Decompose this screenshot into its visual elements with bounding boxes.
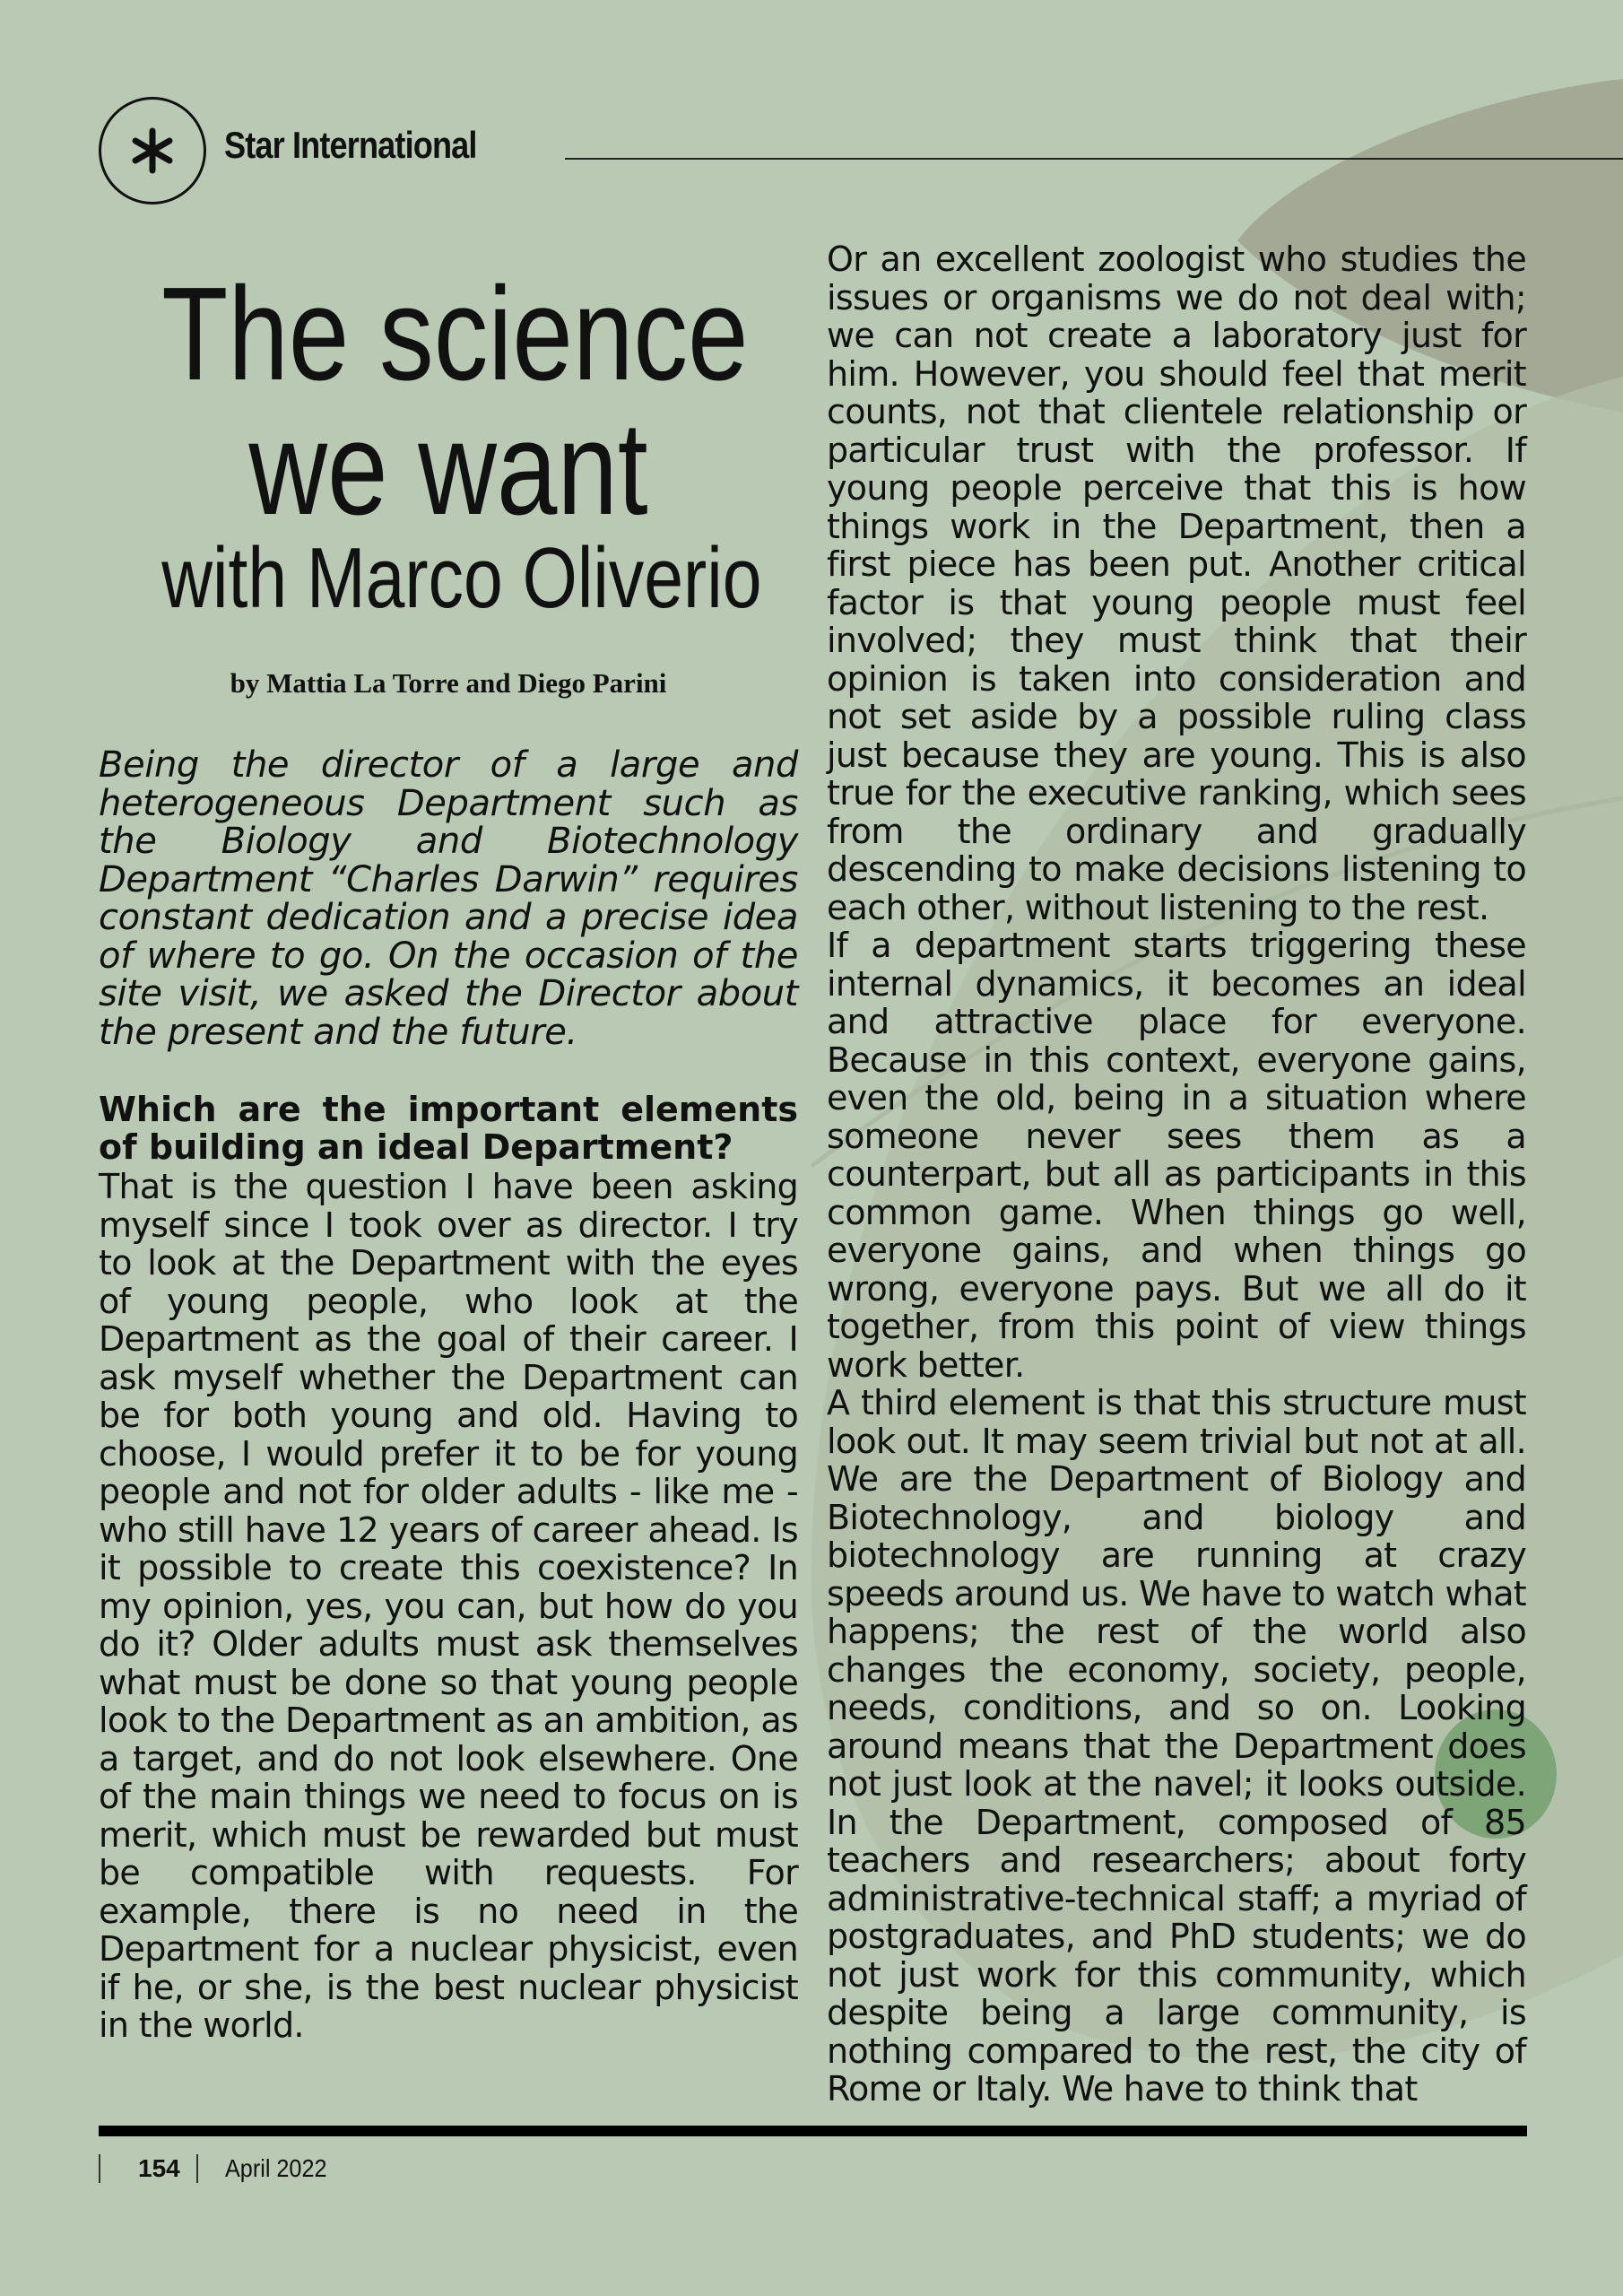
asterisk-logo-icon <box>99 97 206 204</box>
title-subtitle: with Marco Oliverio <box>161 530 762 626</box>
footer-separator <box>196 2154 198 2183</box>
footer-rule <box>99 2126 1527 2136</box>
lead-paragraph: Being the director of a large and heterogeneous Department such as the Biology and Biotechnology Department “Charles Darwin” requires constant dedication and a precise idea of where to go. On the occasion of the site visit, we asked the Director about the present and the future. <box>99 744 798 1053</box>
issue-date: April 2022 <box>224 2154 327 2182</box>
magazine-header <box>99 97 1524 210</box>
body-paragraph: Or an excellent zoologist who studies the issues or organisms we do not deal with; we can not create a laboratory just for him. However, you should feel that merit counts, not that clientele relationship or particular trust with the professor. If young people perceive that this is how things work in the Department, then a first piece has been put. Another critical factor is that young people must feel involved; they must think that their opinion is taken into consideration and not set aside by a possible ruling class just because they are young. This is also true for the executive ranking, which sees from the ordinary and gradually descending to make decisions listening to each other, without listening to the rest. <box>827 239 1526 927</box>
body-paragraph: A third element is that this structure must look out. It may seem trivial but not at all. We are the Department of Biology and Biotechnology, and biology and biotechnology are running at crazy speeds around us. We have to watch what happens; the rest of the world also changes the economy, society, people, needs, conditions, and so on. Looking around means that the Department does not just look at the navel; it looks outside. In the Department, composed of 85 teachers and researchers; about forty administrative-technical staff; a myriad of postgraduates, and PhD students; we do not just work for this community, which despite being a large community, is nothing compared to the rest, the city of Rome or Italy. We have to think that <box>827 1383 1526 2109</box>
brand-name: Star International <box>224 124 477 166</box>
body-text-left-column: That is the question I have been asking myself since I took over as director. I try to look at the Department with the eyes of young people, who look at the Department as the goal of their career. I ask myself whether the Department can be for both young and old. Having to choose, I would prefer it to be for young people and not for older adults - like me - who still have 12 years of career ahead. Is it possible to create this coexistence? In my opinion, yes, you can, but how do you do it? Older adults must ask themselves what must be done so that young people look to the Department as an ambition, as a target, and do not look elsewhere. One of the main things we need to focus on is merit, which must be rewarded but must be compatible with requests. For example, there is no need in the Department for a nuclear physicist, even if he, or she, is the best nuclear physicist in the world. <box>99 1167 798 2045</box>
body-text-right-column <box>827 240 1526 2109</box>
title-line-2: we want <box>248 395 648 543</box>
footer-separator <box>99 2154 100 2183</box>
article-title-block <box>99 260 798 700</box>
page-number: 154 <box>138 2154 180 2182</box>
byline: by Mattia La Torre and Diego Parini <box>230 667 667 699</box>
interview-question: Which are the important elements of building an ideal Department? <box>99 1090 798 1167</box>
header-rule <box>565 158 1623 160</box>
title-line-1: The science <box>161 260 749 408</box>
page-footer <box>99 2151 338 2187</box>
body-paragraph: If a department starts triggering these internal dynamics, it becomes an ideal and attractive place for everyone. Because in this context, everyone gains, even the old, being in a situation where someone never sees them as a counterpart, but all as participants in this common game. When things go well, everyone gains, and when things go wrong, everyone pays. But we all do it together, from this point of view things work better. <box>827 926 1526 1385</box>
